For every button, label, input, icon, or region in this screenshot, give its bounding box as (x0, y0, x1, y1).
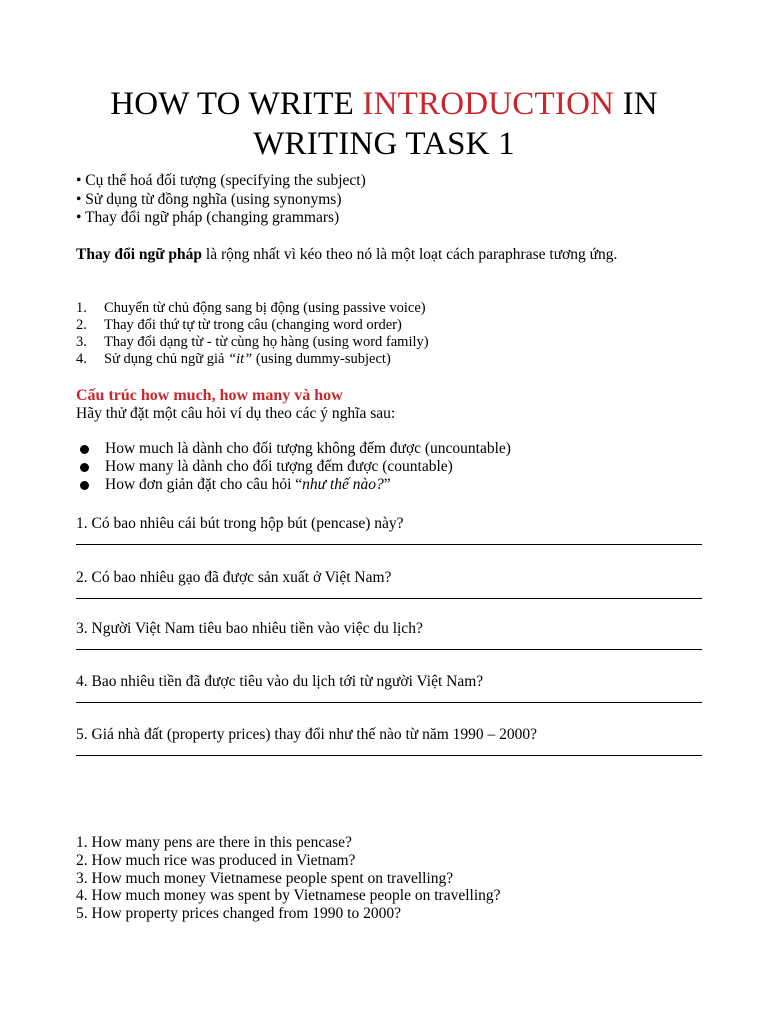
answer-item: 4. How much money was spent by Vietnamese people on travelling? (76, 887, 501, 905)
answer-item: 3. How much money Vietnamese people spent on travelling? (76, 869, 454, 887)
method-number: 1. (76, 300, 87, 316)
method-text: Chuyển từ chủ động sang bị động (using passive voice) (104, 300, 426, 316)
structure-text-end: ” (383, 476, 391, 493)
title-line-1 (0, 84, 768, 124)
title-line-2: WRITING TASK 1 (253, 126, 515, 162)
question-item (76, 514, 706, 545)
grammar-paragraph (76, 245, 706, 265)
bullet-dot-icon (80, 463, 89, 472)
method-text-after: (using dummy-subject) (252, 351, 391, 367)
method-text: Thay đổi thứ tự từ trong câu (changing word order) (104, 317, 402, 333)
answer-line[interactable] (76, 639, 702, 650)
answer-item: 1. How many pens are there in this pencase? (76, 834, 352, 851)
question-text: 2. Có bao nhiêu gạo đã được sản xuất ở Việt Nam? (76, 569, 392, 586)
answer-key (76, 834, 501, 923)
question-item (76, 672, 706, 703)
question-item (76, 568, 706, 599)
title-accent: INTRODUCTION (362, 86, 615, 122)
question-text: 3. Người Việt Nam tiêu bao nhiêu tiền vào việc du lịch? (76, 620, 423, 637)
structure-item (76, 440, 511, 458)
strategy-item: • Thay đổi ngữ pháp (changing grammars) (76, 209, 340, 226)
question-item (76, 725, 706, 756)
structure-text: How much là dành cho đối tượng không đếm được (uncountable) (105, 440, 511, 457)
question-text: 4. Bao nhiêu tiền đã được tiêu vào du lịch tới từ người Việt Nam? (76, 673, 484, 690)
structure-item (76, 476, 511, 494)
structure-item (76, 458, 511, 476)
method-text (104, 351, 391, 368)
bullet-dot-icon (80, 481, 89, 490)
method-item (76, 351, 429, 368)
method-item (76, 300, 429, 317)
section-heading: Cấu trúc how much, how many và how (76, 387, 343, 404)
bullet-dot-icon (80, 445, 89, 454)
page-title (0, 84, 768, 164)
method-text: Thay đổi dạng từ - từ cùng họ hàng (using word family) (104, 334, 429, 350)
answer-line[interactable] (76, 534, 702, 545)
title-part-1: HOW TO WRITE (110, 86, 363, 122)
method-item (76, 317, 429, 334)
structure-text: How many là dành cho đối tượng đếm được (countable) (105, 458, 453, 475)
title-part-2: IN (614, 86, 658, 122)
method-number: 4. (76, 351, 87, 367)
method-number: 2. (76, 317, 87, 333)
structure-text-start: How đơn giản đặt cho câu hỏi “ (105, 476, 303, 493)
methods-list (76, 300, 429, 368)
paragraph-bold: Thay đổi ngữ pháp (76, 246, 203, 263)
section-instruction: Hãy thử đặt một câu hỏi ví dụ theo các ý nghĩa sau: (76, 405, 396, 422)
strategy-list (76, 172, 366, 228)
question-text: 5. Giá nhà đất (property prices) thay đổi như thế nào từ năm 1990 – 2000? (76, 726, 538, 743)
method-text-before: Sử dụng chủ ngữ giả (104, 351, 229, 367)
answer-item: 5. How property prices changed from 1990 to 2000? (76, 905, 401, 923)
question-item (76, 619, 706, 650)
structure-text (105, 476, 391, 494)
strategy-item: • Cụ thể hoá đối tượng (specifying the subject) (76, 172, 366, 189)
answer-line[interactable] (76, 745, 702, 756)
method-item (76, 334, 429, 351)
method-text-italic: “it” (228, 351, 253, 367)
paragraph-text: là rộng nhất vì kéo theo nó là một loạt cách paraphrase tương ứng. (202, 246, 618, 263)
answer-line[interactable] (76, 692, 702, 703)
strategy-item: • Sử dụng từ đồng nghĩa (using synonyms) (76, 190, 342, 208)
structure-text-italic: như thế nào? (302, 476, 384, 493)
method-number: 3. (76, 334, 87, 350)
question-text: 1. Có bao nhiêu cái bút trong hộp bút (pencase) này? (76, 515, 404, 532)
structure-list (76, 440, 511, 494)
answer-item: 2. How much rice was produced in Vietnam? (76, 851, 356, 869)
answer-line[interactable] (76, 588, 702, 599)
